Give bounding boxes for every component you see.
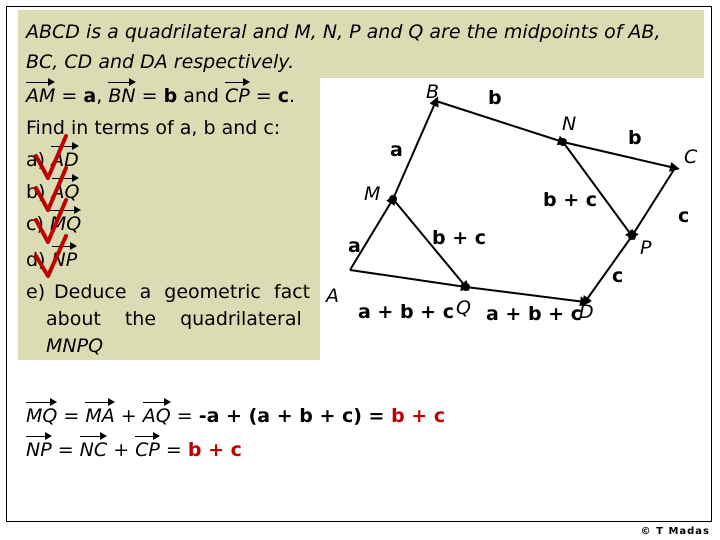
label-mq: b + c xyxy=(432,227,487,249)
problem-line-1: ABCD is a quadrilateral and M, N, P and Q are the midpoints of AB, xyxy=(26,21,661,43)
sum-expression: + (a + b + c) = xyxy=(219,405,392,427)
solution-line-2: NP = NC + CP = b + c xyxy=(26,439,242,461)
vector-b-symbol: b xyxy=(163,85,178,107)
part-d: d) NP xyxy=(26,249,78,271)
vertex-label-a: A xyxy=(326,285,339,307)
midpoint-m-dot xyxy=(389,195,397,203)
given-vectors: AM = a, BN = b and CP = c. xyxy=(26,85,296,107)
vector-cp-sol: CP xyxy=(135,439,160,461)
negative-a-term: -a xyxy=(198,405,220,427)
part-a: a) AD xyxy=(26,149,79,171)
part-e-line-3: MNPQ xyxy=(46,335,104,357)
label-cp: c xyxy=(678,205,690,227)
problem-line-2: BC, CD and DA respectively. xyxy=(26,51,295,73)
midpoint-label-p: P xyxy=(640,237,652,259)
midpoint-n-dot xyxy=(559,138,567,146)
label-aq: a + b + c xyxy=(358,301,454,323)
vertex-label-c: C xyxy=(684,146,698,168)
vector-cp: CP xyxy=(225,85,250,107)
label-np: b + c xyxy=(543,189,598,211)
vector-mq-sol: MQ xyxy=(26,405,58,427)
vector-np-sol: NP xyxy=(26,439,52,461)
edge-aq xyxy=(350,270,466,287)
vector-bn: BN xyxy=(108,85,136,107)
midpoint-label-q: Q xyxy=(456,297,471,319)
vector-mq: MQ xyxy=(49,213,82,235)
edge-cp xyxy=(632,168,675,236)
vertex-label-b: B xyxy=(426,81,440,103)
label-mb: a xyxy=(390,139,403,161)
label-qd: a + b + c xyxy=(486,303,582,325)
midpoint-label-m: M xyxy=(364,183,381,205)
part-b: b) AQ xyxy=(26,181,80,203)
vector-nc-sol: NC xyxy=(79,439,108,461)
np-result: b + c xyxy=(187,439,242,461)
midpoint-p-dot xyxy=(628,232,636,240)
midpoint-label-n: N xyxy=(562,113,577,135)
mq-result: b + c xyxy=(391,405,446,427)
vector-aq-sol: AQ xyxy=(142,405,171,427)
part-e-line-1: Deduce a geometric fact xyxy=(54,281,311,303)
vector-c-symbol: c xyxy=(277,85,289,107)
copyright-text: © T Madas xyxy=(640,526,710,537)
edge-qd xyxy=(466,287,585,302)
midpoint-q-dot xyxy=(462,283,470,291)
solution-line-1: MQ = MA + AQ = -a + (a + b + c) = b + c xyxy=(26,405,446,427)
find-instruction: Find in terms of a, b and c: xyxy=(26,117,281,139)
label-pd: c xyxy=(612,265,624,287)
vector-aq: AQ xyxy=(51,181,80,203)
part-e-line-2: about the quadrilateral xyxy=(46,308,302,330)
vector-ma-sol: MA xyxy=(85,405,115,427)
edge-pd xyxy=(585,236,632,302)
part-c: c) MQ xyxy=(26,213,82,235)
vector-a-symbol: a xyxy=(83,85,97,107)
label-am: a xyxy=(348,235,361,257)
vertex-label-d: D xyxy=(579,301,594,323)
label-bn: b xyxy=(488,87,502,109)
vector-ad: AD xyxy=(51,149,79,171)
part-e-label: e) xyxy=(26,281,46,303)
vector-np: NP xyxy=(51,249,78,271)
vector-am: AM xyxy=(26,85,56,107)
label-nc: b xyxy=(628,127,642,149)
